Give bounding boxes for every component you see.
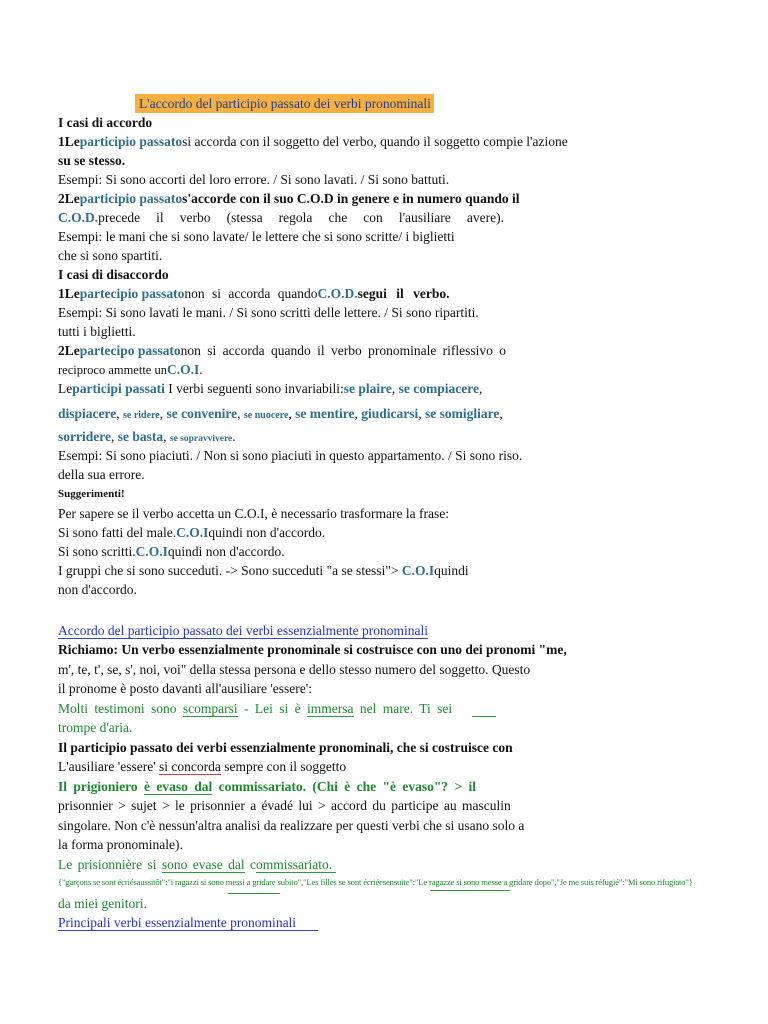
- word: (stessa: [226, 210, 263, 225]
- word: che: [328, 210, 348, 225]
- invariable-verbs-line: [58, 380, 482, 398]
- example-line: tutti i biglietti.: [58, 324, 136, 339]
- explanation-line: singolare. Non c'è nessun'altra analisi da realizzare per questi verbi che si usano solo a: [58, 818, 525, 833]
- punct: ,: [478, 381, 483, 396]
- link-text[interactable]: Principali verbi essenzialmente pronominali: [58, 915, 318, 931]
- participle-rule-line: Il participio passato dei verbi essenzialmente pronominali, che si costruisce con: [58, 740, 513, 755]
- keyword-cod: C.O.D.: [317, 286, 358, 301]
- verb-se-convenire: se convenire: [166, 406, 238, 421]
- keyword-partecipio-passato: partecipio passato: [79, 286, 185, 301]
- keyword-participio-passato: participio passato: [79, 134, 183, 149]
- invariable-verbs-line: [58, 428, 236, 448]
- rule-4-cont: [58, 361, 203, 379]
- blank-line-decoration: [228, 893, 280, 894]
- section-link-essentially-pronominal[interactable]: [58, 622, 428, 640]
- underlined-word: sono evase dal: [161, 857, 245, 872]
- rule-text: si accorda con il soggetto del verbo, quando il soggetto compie l'azione: [182, 134, 568, 149]
- text: Le prisionnière si: [58, 857, 162, 872]
- section-link-principal-verbs[interactable]: [58, 914, 318, 932]
- punct: ,: [418, 406, 426, 421]
- blank-line-decoration: [256, 872, 336, 873]
- word: precede: [98, 210, 141, 225]
- suggestion-line: non d'accordo.: [58, 582, 137, 597]
- verb-giudicarsi: giudicarsi: [361, 406, 419, 421]
- example-line: della sua errore.: [58, 467, 145, 482]
- keyword-cod: C.O.D.: [58, 210, 99, 225]
- reminder-text: Un verbo essenzialmente pronominale si costruisce con uno dei pronomi "me,: [118, 642, 567, 657]
- rule-2-line: [58, 190, 520, 208]
- word: con: [363, 210, 383, 225]
- section-heading-disagreement: I casi di disaccordo: [58, 267, 169, 282]
- verb-se-plaire: se plaire: [343, 381, 392, 396]
- rule-text: reciproco ammette un: [58, 363, 167, 377]
- rule-2-cont: [58, 209, 504, 227]
- participle-rule-line: [58, 758, 346, 776]
- section-heading-agreement: I casi di accordo: [58, 115, 153, 130]
- verb-se-mentire: se mentire: [295, 406, 355, 421]
- explanation-line: la forma pronominale).: [58, 837, 183, 852]
- rule-1-line: [58, 133, 568, 151]
- example-line: Esempi: Si sono piaciuti. / Non si sono piaciuti in questo appartamento. / Si sono riso.: [58, 448, 523, 463]
- text: Il prigioniero: [58, 779, 145, 794]
- example-line: Esempi: le mani che si sono lavate/ le lettere che si sono scritte/ i biglietti: [58, 229, 455, 244]
- example-line: Esempi: Si sono accorti del loro errore. / Si sono lavati. / Si sono battuti.: [58, 172, 450, 187]
- text: Le: [58, 381, 73, 396]
- text: quindi: [434, 563, 469, 578]
- punct: ,: [159, 406, 167, 421]
- verb-se-sopravvivere: se sopravvivere: [169, 434, 233, 444]
- green-bold-example: [58, 778, 476, 796]
- word: verbo: [179, 210, 211, 225]
- punct: ,: [354, 406, 362, 421]
- text: nel mare. Ti sei: [353, 701, 453, 716]
- word: avere).: [466, 210, 504, 225]
- text: Si sono scritti.: [58, 544, 136, 559]
- rule-text-bold: segui il verbo.: [357, 286, 450, 301]
- verb-se-basta: se basta: [117, 429, 164, 444]
- suggestion-line: [58, 524, 325, 542]
- link-text[interactable]: Accordo del participio passato dei verbi essenzialmente pronominali: [58, 623, 429, 638]
- verb-se-somigliare: se somigliare: [425, 406, 500, 421]
- rule-number: 1Le: [58, 134, 80, 149]
- keyword-coi: C.O.I: [176, 525, 209, 540]
- text: quindi non d'accordo.: [167, 544, 285, 559]
- verb-sorridere: sorridere: [58, 429, 111, 444]
- punct: .: [199, 362, 203, 377]
- underlined-word: scomparsi: [182, 701, 238, 716]
- rule-text: non si accorda quando il verbo pronominale riflessivo o: [180, 343, 507, 358]
- rule-4-line: [58, 342, 506, 360]
- text: commissariato.: [244, 857, 333, 872]
- verb-dispiacere: dispiacere: [58, 406, 117, 421]
- text: sempre con il soggetto: [220, 759, 347, 774]
- green-example-line: [58, 700, 452, 718]
- text: Molti testimoni sono: [58, 701, 183, 716]
- keyword-coi: C.O.I: [401, 563, 435, 578]
- punct: ,: [163, 429, 170, 444]
- green-example-line: trompe d'aria.: [58, 720, 133, 735]
- rule-1-cont: su se stesso.: [58, 153, 126, 168]
- invariable-verbs-line: [58, 405, 503, 425]
- keyword-participi-passati: participi passati: [72, 381, 165, 396]
- word: regola: [278, 210, 313, 225]
- rule-number: 1Le: [58, 286, 80, 301]
- text: commissariato. (Chi è che "è evaso"? > il: [212, 779, 477, 794]
- verb-se-ridere: se ridere: [123, 410, 160, 421]
- rule-number: 2Le: [58, 191, 80, 206]
- keyword-partecipo-passato: partecipo passato: [79, 343, 181, 358]
- punct: .: [232, 429, 236, 444]
- suggestion-line: [58, 562, 469, 580]
- punct: ,: [391, 381, 399, 396]
- punct: ,: [110, 429, 118, 444]
- text: quindi non d'accordo.: [208, 525, 326, 540]
- reminder-line: m', te, t', se, s', noi, voi" della stessa persona e dello stesso numero del soggetto. Questo: [58, 662, 531, 677]
- rule-number: 2Le: [58, 343, 80, 358]
- keyword-coi: C.O.I: [135, 544, 168, 559]
- underlined-word: immersa: [307, 701, 354, 716]
- blank-line-decoration: [430, 890, 510, 891]
- rule-text: s'accorde con il suo C.O.D in genere e in numero quando il: [182, 191, 520, 206]
- punct: ,: [116, 406, 123, 421]
- blank-line-decoration: [472, 716, 496, 717]
- green-example-line: da miei genitori.: [58, 896, 147, 911]
- rule-3-line: [58, 285, 452, 303]
- example-line: Esempi: Si sono lavati le mani. / Si sono scritti delle lettere. / Si sono ripartiti.: [58, 305, 479, 320]
- punct: ,: [499, 406, 503, 421]
- text: I verbi seguenti sono invariabili:: [164, 381, 344, 396]
- keyword-participio-passato: participio passato: [79, 191, 183, 206]
- verb-se-nuocere: se nuocere: [243, 410, 289, 421]
- punct: ,: [288, 406, 296, 421]
- suggestion-line: [58, 543, 285, 561]
- word: l'ausiliare: [398, 210, 451, 225]
- example-line: che si sono spartiti.: [58, 248, 163, 263]
- punct: ,: [237, 406, 244, 421]
- word: il: [156, 210, 164, 225]
- json-translation-line: {"garçons se sont écriésaussitôt":"i ragazzi si sono messi a gridare subito","Les filles se sont écriéesensuite":"Le ragazze si sono messe a gridare dopo","Je me suis réfugié":"Mi sono rifugiato"}: [58, 877, 693, 887]
- reminder-label: Richiamo:: [58, 642, 118, 657]
- suggestions-heading: Suggerimenti!: [58, 488, 125, 500]
- underlined-word: si concorda: [159, 759, 221, 774]
- suggestion-line: Per sapere se il verbo accetta un C.O.I, è necessario trasformare la frase:: [58, 506, 449, 521]
- reminder-line: il pronome è posto davanti all'ausiliare 'essere':: [58, 681, 312, 696]
- underlined-word: è evaso dal: [144, 779, 213, 794]
- text: - Lei si è: [237, 701, 307, 716]
- reminder-line: [58, 641, 567, 659]
- explanation-line: prisonnier > sujet > le prisonnier a évadé lui > accord du participe au masculin: [58, 798, 511, 813]
- keyword-coi: C.O.I: [166, 362, 200, 377]
- text: Si sono fatti del male.: [58, 525, 177, 540]
- page-title: L'accordo del participio passato dei verbi pronominali: [135, 94, 434, 113]
- rule-text: non si accorda quando: [184, 286, 318, 301]
- verb-se-compiacere: se compiacere: [398, 381, 479, 396]
- text: L'ausiliare 'essere': [58, 759, 159, 774]
- text: I gruppi che si sono succeduti. -> Sono succeduti "a se stessi">: [58, 563, 402, 578]
